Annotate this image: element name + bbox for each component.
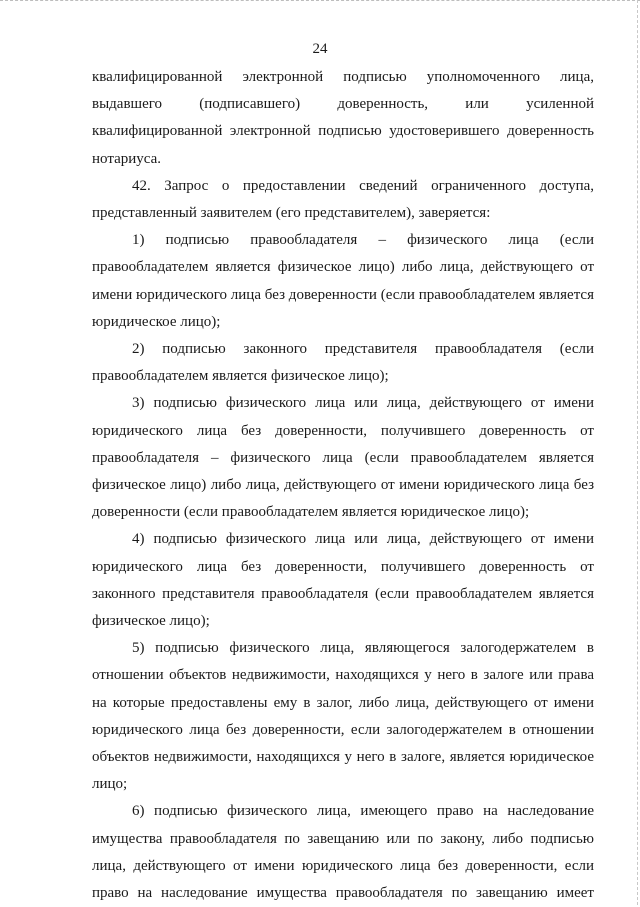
page-top-edge <box>0 0 640 4</box>
list-item-1: 1) подписью правообладателя – физического лица (если правообладателем является физическое лицо) либо лица, действующего от имени юридического лица без доверенности (если правообладателем является юридическое лицо); <box>92 232 594 330</box>
page-right-edge <box>637 0 638 905</box>
page-number: 24 <box>312 41 328 57</box>
list-item-3: 3) подписью физического лица или лица, действующего от имени юридического лица без доверенности, получившего доверенность от правообладателя – физического лица (если правообладателем является физическое лицо) либо лица, действующего от имени юридического лица без доверенности (если правообладателем является юридическое лицо); <box>92 395 594 521</box>
list-item-5: 5) подписью физического лица, являющегося залогодержателем в отношении объектов недвижимости, находящихся у него в залоге или права на которые предоставлены ему в залог, либо лица, действующего от имени юридического лица без доверенности, если залогодержателем в отношении объектов недвижимости, находящихся у него в залоге, является юридическое лицо; <box>92 640 594 793</box>
list-item-4: 4) подписью физического лица или лица, действующего от имени юридического лица без доверенности, получившего доверенность от законного представителя правообладателя (если правообладателем является физическое лицо); <box>92 531 594 630</box>
document-body <box>92 64 594 907</box>
list-item-2: 2) подписью законного представителя правообладателя (если правообладателем является физическое лицо); <box>92 341 594 385</box>
paragraph-continuation: квалифицированной электронной подписью уполномоченного лица, выдавшего (подписавшего) доверенность, или усиленной квалифицированной электронной подписью удостоверившего доверенность нотариуса. <box>92 69 594 167</box>
paragraph-42: 42. Запрос о предоставлении сведений ограниченного доступа, представленный заявителем (его представителем), заверяется: <box>92 177 594 222</box>
list-item-6: 6) подписью физического лица, имеющего право на наследование имущества правообладателя по завещанию или по закону, либо подписью лица, действующего от имени юридического лица без доверенности, если право на наследование имущества правообладателя по завещанию имеет <box>92 803 594 902</box>
